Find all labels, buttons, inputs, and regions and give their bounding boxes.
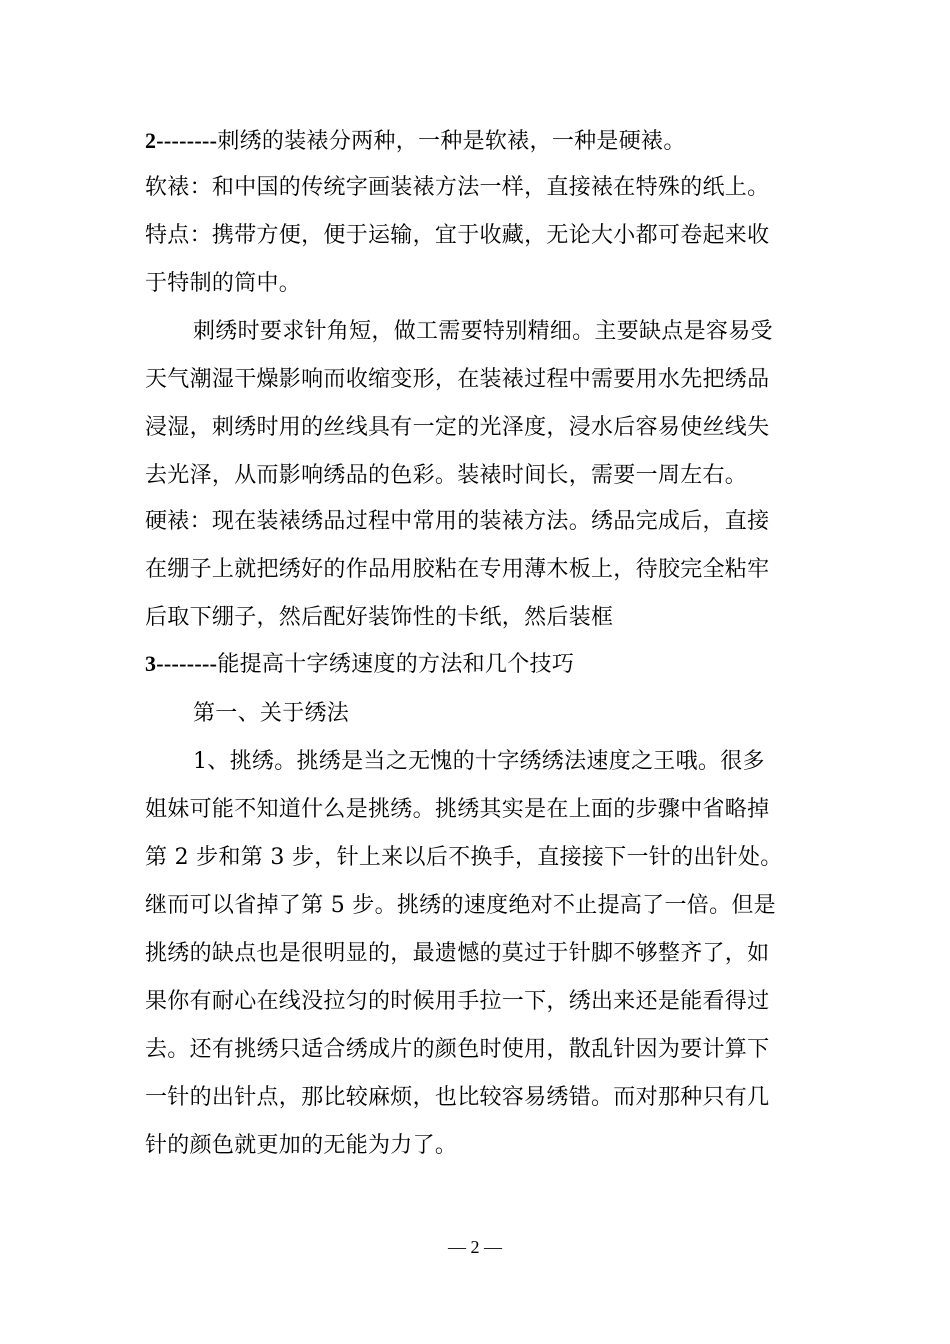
subheading: 第一、关于绣法 <box>193 701 350 726</box>
paragraph-line: 软裱：和中国的传统字画装裱方法一样，直接裱在特殊的纸上。 <box>145 175 770 200</box>
paragraph-line: 浸湿，刺绣时用的丝线具有一定的光泽度，浸水后容易使丝线失 <box>145 415 770 440</box>
paragraph-line: 姐妹可能不知道什么是挑绣。挑绣其实是在上面的步骤中省略掉 <box>145 797 770 822</box>
paragraph-line: 去光泽，从而影响绣品的色彩。装裱时间长，需要一周左右。 <box>145 463 748 488</box>
section-2-heading-text: 刺绣的装裱分两种，一种是软裱，一种是硬裱。 <box>217 129 686 154</box>
section-2-heading <box>145 121 810 161</box>
paragraph-line: 于特制的筒中。 <box>145 271 302 296</box>
paragraph-line: 挑绣的缺点也是很明显的，最遗憾的莫过于针脚不够整齐了，如 <box>145 941 770 966</box>
paragraph-line: 刺绣时要求针角短，做工需要特别精细。主要缺点是容易受 <box>193 319 773 344</box>
paragraph-line: 第 2 步和第 3 步，针上来以后不换手，直接接下一针的出针处。 <box>145 845 783 870</box>
paragraph-line: 去。还有挑绣只适合绣成片的颜色时使用，散乱针因为要计算下 <box>145 1037 770 1062</box>
paragraph-line: 硬裱：现在装裱绣品过程中常用的装裱方法。绣品完成后，直接 <box>145 509 770 534</box>
paragraph-line: 后取下绷子，然后配好装饰性的卡纸，然后装框 <box>145 605 614 630</box>
paragraph-line: 一针的出针点，那比较麻烦，也比较容易绣错。而对那种只有几 <box>145 1085 770 1110</box>
paragraph-line: 果你有耐心在线没拉匀的时候用手拉一下，绣出来还是能看得过 <box>145 989 770 1014</box>
paragraph-line: 天气潮湿干燥影响而收缩变形，在装裱过程中需要用水先把绣品 <box>145 367 770 392</box>
paragraph-line: 特点：携带方便，便于运输，宜于收藏，无论大小都可卷起来收 <box>145 223 770 248</box>
section-2-number: 2-------- <box>145 128 218 153</box>
paragraph-line: 1、挑绣。挑绣是当之无愧的十字绣绣法速度之王哦。很多 <box>193 749 765 774</box>
section-3-number: 3-------- <box>145 651 218 676</box>
paragraph-line: 在绷子上就把绣好的作品用胶粘在专用薄木板上，待胶完全粘牢 <box>145 557 770 582</box>
paragraph-line: 针的颜色就更加的无能为力了。 <box>145 1133 458 1158</box>
page-number: — 2 — <box>448 1237 502 1257</box>
section-3-heading <box>145 644 810 684</box>
section-3-heading-text: 能提高十字绣速度的方法和几个技巧 <box>217 652 575 677</box>
paragraph-line: 继而可以省掉了第 5 步。挑绣的速度绝对不止提高了一倍。但是 <box>145 893 776 918</box>
